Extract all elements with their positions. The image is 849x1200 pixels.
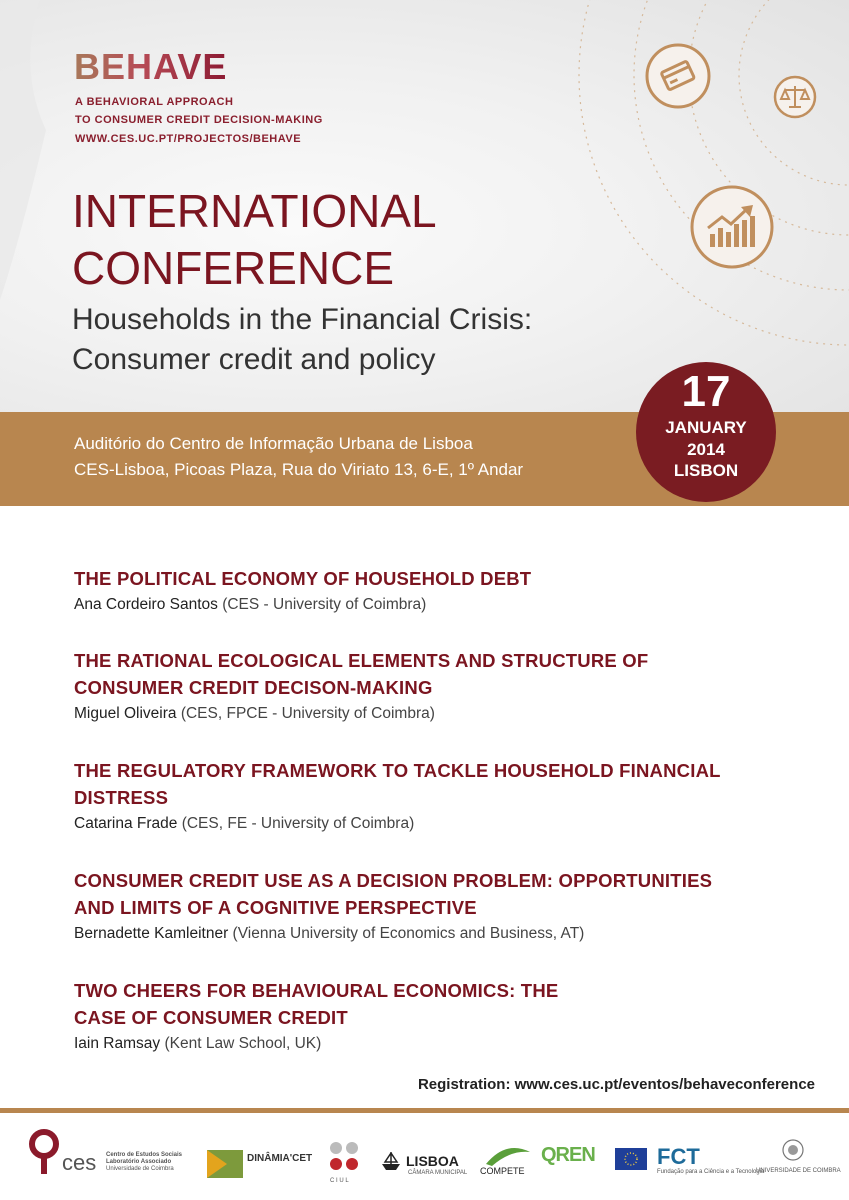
speaker-affiliation: (CES, FPCE - University of Coimbra) (180, 705, 435, 722)
behave-logo: BEHAVE (74, 46, 228, 87)
fct-wordmark: FCT (657, 1144, 700, 1169)
conference-title-line-2: CONFERENCE (72, 242, 395, 294)
uc-subtext: UNIVERSIDADE DE COIMBRA (756, 1168, 841, 1174)
qren-wordmark: QREN (541, 1144, 595, 1166)
talk-2 (74, 647, 794, 723)
talk-title: TWO CHEERS FOR BEHAVIOURAL ECONOMICS: THE CASE OF CONSUMER CREDIT (74, 980, 559, 1028)
talk-speaker-line (74, 815, 794, 833)
dinamia-wordmark: DINÂMIA'CET (247, 1153, 313, 1164)
hero-section (0, 0, 849, 416)
talk-title: THE RATIONAL ECOLOGICAL ELEMENTS AND STRUCTURE OF CONSUMER CREDIT DECISON-MAKING (74, 650, 649, 698)
lisboa-wordmark: LISBOA (406, 1153, 459, 1169)
speaker-name: Ana Cordeiro Santos (74, 596, 218, 613)
uc-logo (756, 1128, 841, 1180)
talk-speaker-line (74, 705, 794, 723)
compete-logo (478, 1128, 534, 1180)
dinamia-logo (207, 1128, 312, 1180)
date-badge (636, 362, 776, 502)
talk-speaker-line (74, 925, 794, 943)
conference-title-line-1: INTERNATIONAL (72, 185, 437, 237)
talk-speaker-line (74, 596, 794, 614)
scales-icon (773, 75, 817, 119)
date-month: JANUARY (665, 418, 747, 437)
lisboa-logo (380, 1128, 470, 1180)
fct-logo (657, 1128, 765, 1180)
ship-icon (380, 1150, 402, 1172)
project-url[interactable]: WWW.CES.UC.PT/PROJECTOS/BEHAVE (75, 133, 302, 145)
lisboa-subtext: CÂMARA MUNICIPAL (408, 1170, 468, 1176)
speaker-affiliation: (CES - University of Coimbra) (222, 596, 427, 613)
ces-wordmark: ces (62, 1150, 97, 1175)
tagline-line-1: A BEHAVIORAL APPROACH (75, 96, 234, 108)
speaker-name: Miguel Oliveira (74, 705, 177, 722)
talk-4 (74, 867, 794, 943)
ces-name-line-2: Laboratório Associado (106, 1159, 172, 1165)
dinamia-mark-icon (207, 1150, 243, 1178)
talk-1 (74, 565, 794, 614)
registration-link[interactable]: Registration: www.ces.uc.pt/eventos/behaveconference (417, 1076, 815, 1093)
date-city: LISBON (673, 461, 739, 480)
date-day: 17 (681, 367, 731, 416)
talk-speaker-line (74, 1035, 794, 1053)
compete-wordmark: COMPETE (480, 1166, 525, 1176)
ciul-text: C I U L (330, 1178, 349, 1184)
conference-subtitle-line-1: Households in the Financial Crisis: (72, 303, 533, 336)
venue-line-2: CES-Lisboa, Picoas Plaza, Rua do Viriato 13, 6-E, 1º Andar (74, 460, 524, 479)
ces-name-line-1: Centro de Estudos Sociais (106, 1152, 183, 1158)
date-year: 2014 (687, 440, 725, 459)
ces-name-line-3: Universidade de Coimbra (106, 1166, 174, 1172)
speaker-affiliation: (Vienna University of Economics and Business, AT) (232, 925, 585, 942)
talk-3 (74, 757, 794, 833)
talk-title: THE REGULATORY FRAMEWORK TO TACKLE HOUSEHOLD FINANCIAL DISTRESS (74, 760, 721, 808)
speaker-affiliation: (Kent Law School, UK) (164, 1035, 322, 1052)
ciul-logo (328, 1128, 362, 1184)
tagline-line-2: TO CONSUMER CREDIT DECISION-MAKING (75, 114, 323, 126)
speaker-name: Iain Ramsay (74, 1035, 161, 1052)
eu-flag-icon (615, 1148, 647, 1170)
speaker-name: Bernadette Kamleitner (74, 925, 229, 942)
talk-title: THE POLITICAL ECONOMY OF HOUSEHOLD DEBT (74, 568, 532, 589)
ces-logo (28, 1128, 183, 1180)
conference-subtitle-line-2: Consumer credit and policy (72, 343, 436, 376)
venue-line-1: Auditório do Centro de Informação Urbana de Lisboa (74, 434, 473, 453)
talk-title: CONSUMER CREDIT USE AS A DECISION PROBLEM: OPPORTUNITIES AND LIMITS OF A COGNITIVE PERSPECTIVE (74, 870, 713, 918)
ciul-mark-icon (328, 1140, 360, 1180)
eu-logo (615, 1128, 651, 1180)
uc-crest-icon (782, 1138, 804, 1162)
footer-divider (0, 1108, 849, 1113)
talk-5 (74, 977, 794, 1053)
credit-card-icon (644, 42, 712, 110)
growth-chart-icon (689, 184, 775, 270)
compete-mark-icon (482, 1144, 532, 1166)
speaker-affiliation: (CES, FE - University of Coimbra) (181, 815, 415, 832)
fct-subtext: Fundação para a Ciência e a Tecnologia (657, 1169, 765, 1175)
speaker-name: Catarina Frade (74, 815, 178, 832)
qren-logo (541, 1128, 611, 1180)
